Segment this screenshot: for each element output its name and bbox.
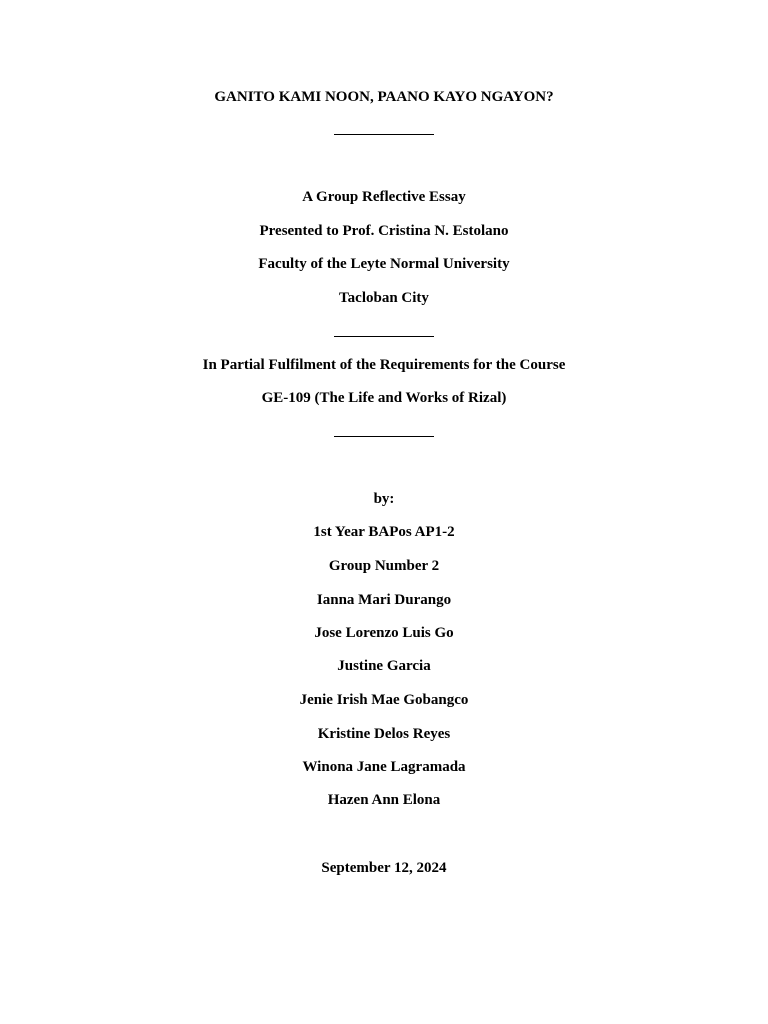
member-name: Ianna Mari Durango bbox=[316, 592, 452, 608]
member-name: Jose Lorenzo Luis Go bbox=[314, 625, 454, 641]
member-name: Justine Garcia bbox=[337, 658, 431, 674]
document-date: September 12, 2024 bbox=[321, 860, 447, 876]
presented-to: Presented to Prof. Cristina N. Estolano bbox=[259, 223, 509, 239]
separator-line-3 bbox=[334, 436, 434, 437]
course-name: GE-109 (The Life and Works of Rizal) bbox=[261, 390, 507, 406]
group-number: Group Number 2 bbox=[328, 558, 440, 574]
member-name: Kristine Delos Reyes bbox=[317, 726, 451, 742]
essay-type: A Group Reflective Essay bbox=[302, 189, 466, 205]
member-name: Hazen Ann Elona bbox=[327, 792, 441, 808]
document-title: GANITO KAMI NOON, PAANO KAYO NGAYON? bbox=[214, 89, 554, 105]
by-label: by: bbox=[373, 491, 395, 507]
member-name: Jenie Irish Mae Gobangco bbox=[299, 692, 469, 708]
separator-line-2 bbox=[334, 336, 434, 337]
faculty: Faculty of the Leyte Normal University bbox=[258, 256, 510, 272]
section: 1st Year BAPos AP1-2 bbox=[313, 524, 455, 540]
member-name: Winona Jane Lagramada bbox=[302, 759, 466, 775]
separator-line-1 bbox=[334, 134, 434, 135]
city: Tacloban City bbox=[339, 290, 429, 306]
fulfilment-statement: In Partial Fulfilment of the Requirements for the Course bbox=[202, 357, 566, 373]
